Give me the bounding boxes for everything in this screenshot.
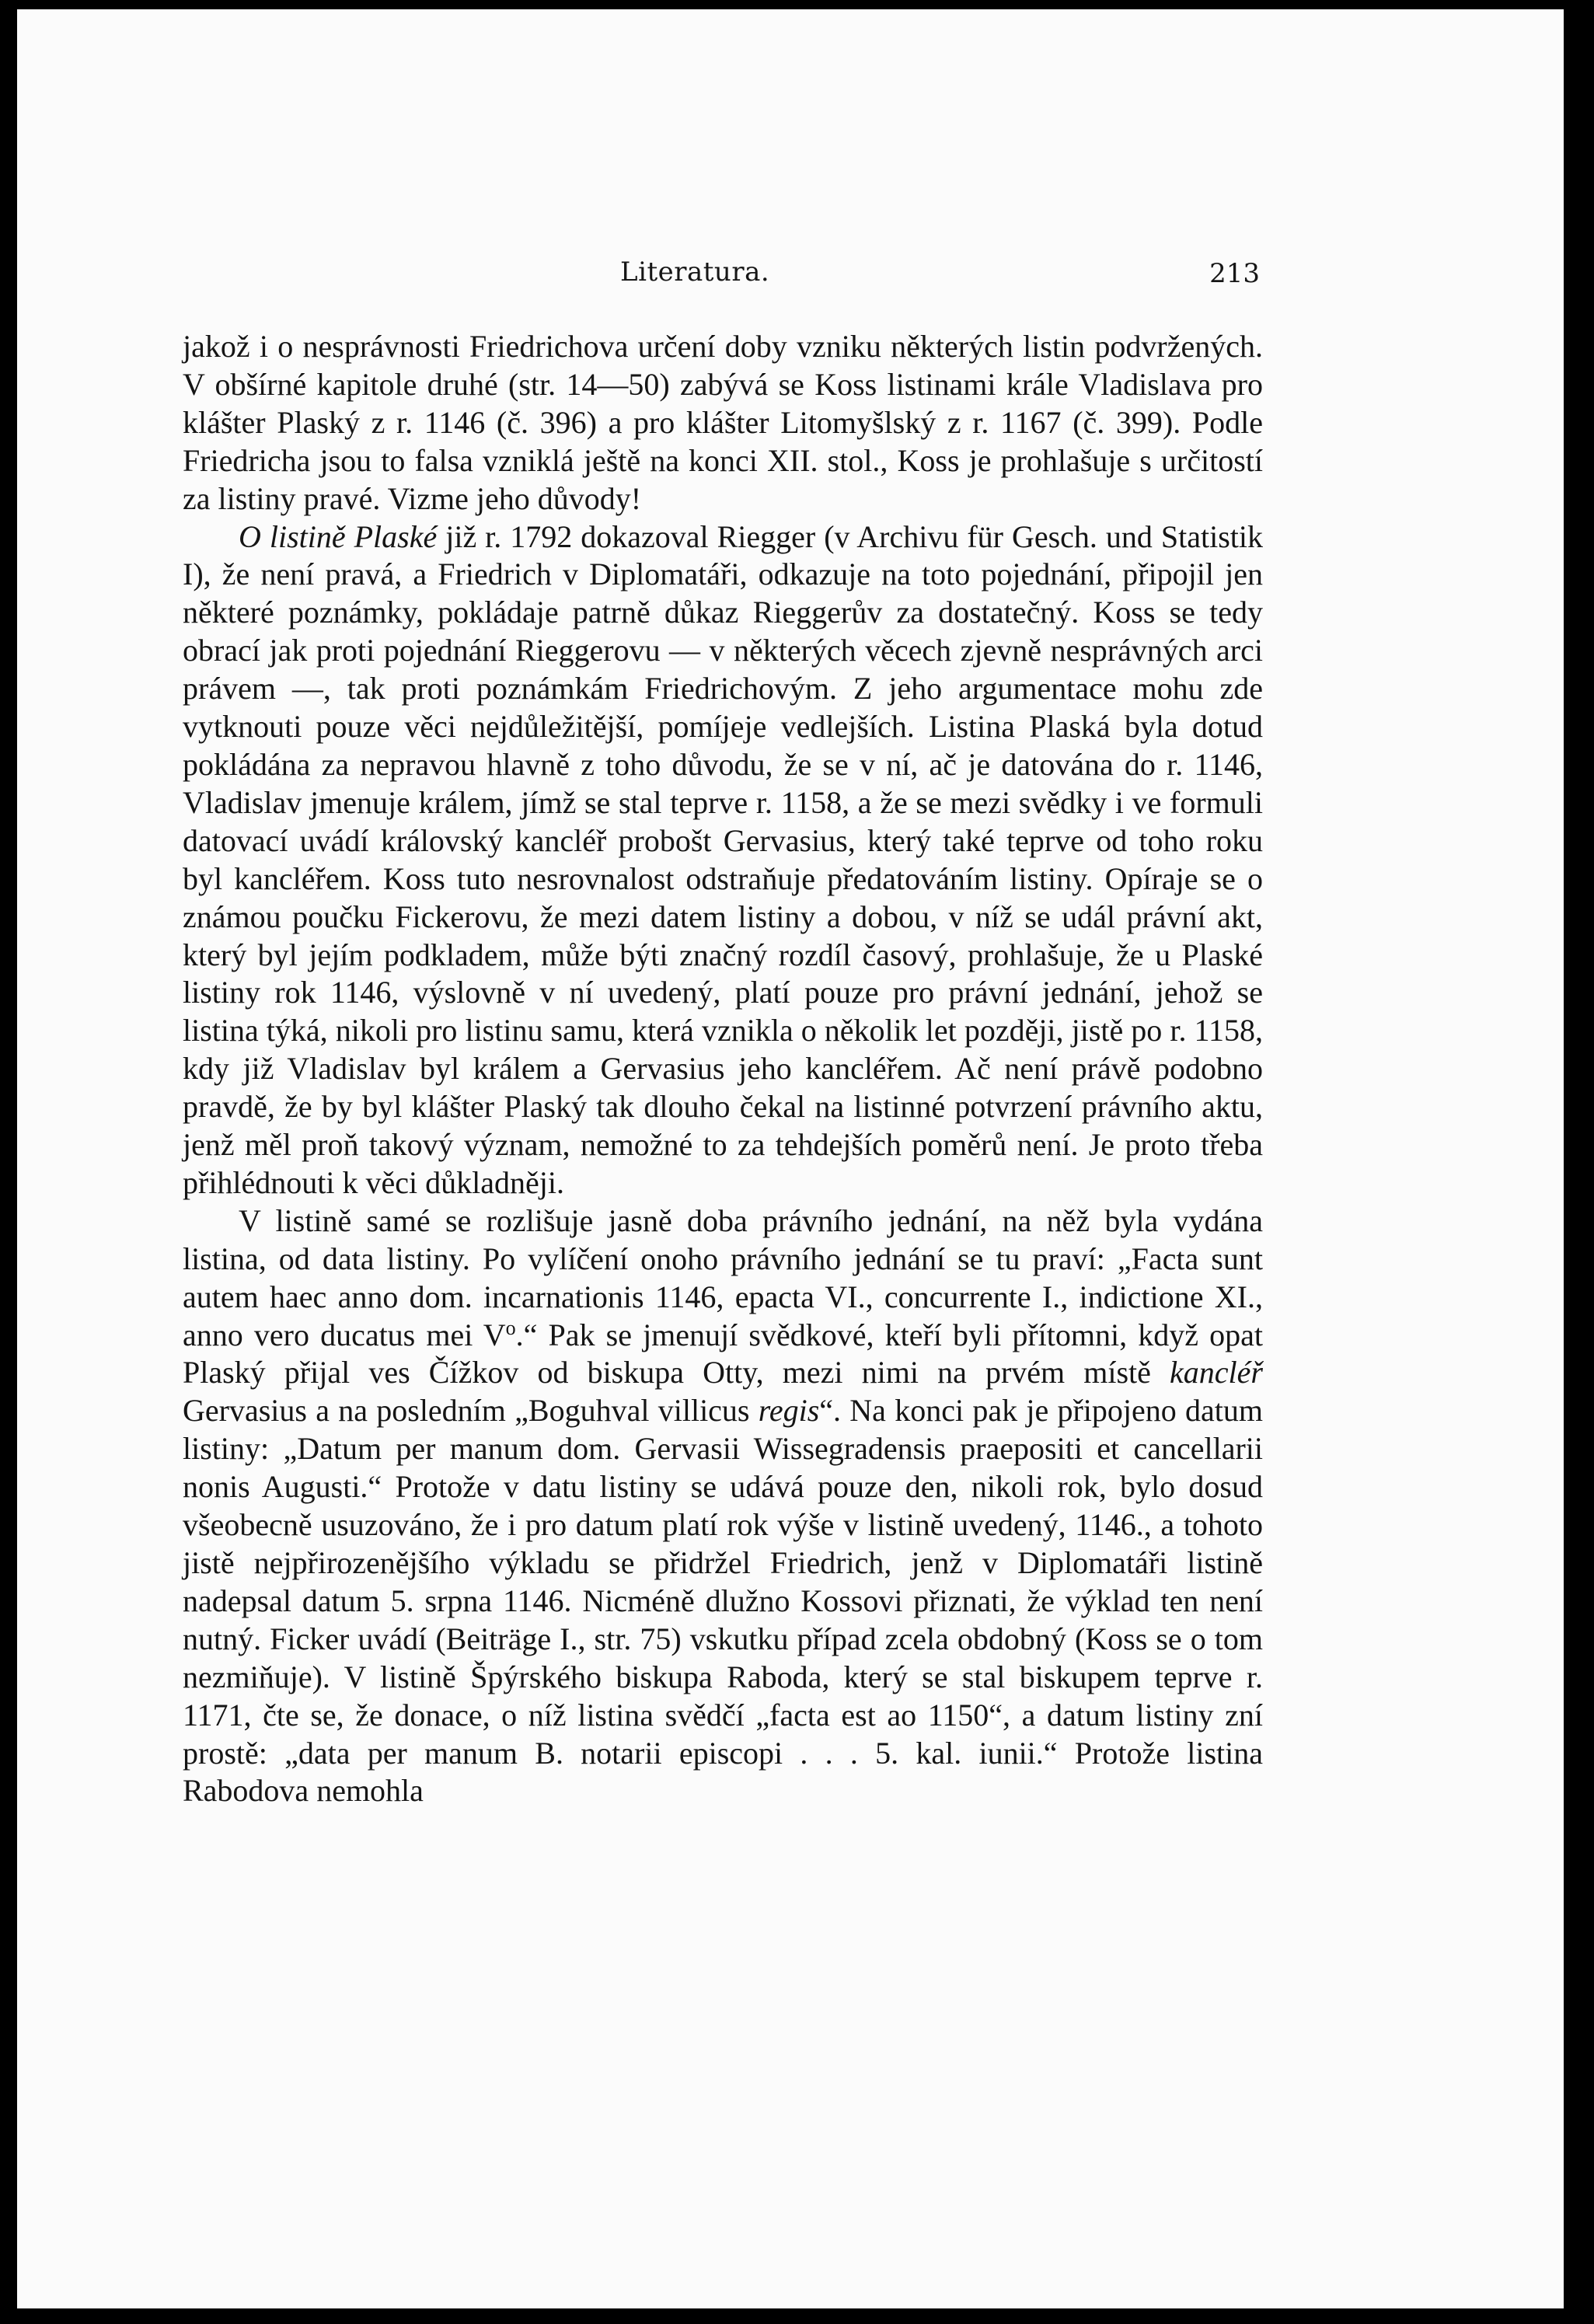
paragraph-3-text-c: Gervasius a na posledním „Boguhval villicus [183, 1393, 759, 1429]
page-header [183, 252, 1263, 291]
paragraph-3-text-b: .“ Pak se jmenují svědkové, kteří byli přítomni, když opat Plaský přijal ves Čížkov od biskupa Otty, mezi nimi na prvém místě [183, 1317, 1263, 1391]
italic-kancler: kancléř [1170, 1355, 1263, 1391]
paragraph-2-text: již r. 1792 dokazoval Riegger (v Archivu für Gesch. und Statistik I), že není pravá, a Friedrich v Diplomatáři, odkazuje na toto pojednání, připojil jen některé poznámky, pokládaje patrně důkaz Rieggerův za dostatečný. Koss se tedy obrací jak proti pojednání Rieggerovu — v některých věcech zjevně nesprávných arci právem —, tak proti poznámkám Friedrichovým. Z jeho argumentace mohu zde vytknouti pouze věci nejdůležitější, pomíjeje vedlejších. Listina Plaská byla dotud pokládána za nepravou hlavně z toho důvodu, že se v ní, ač je datována do r. 1146, Vladislav jmenuje králem, jímž se stal teprve r. 1158, a že se mezi svědky i ve formuli datovací uvádí královský kancléř probošt Gervasius, který také teprve od toho roku byl kancléřem. Koss tuto nesrovnalost odstraňuje předatováním listiny. Opíraje se o známou poučku Fickerovu, že mezi datem listiny a dobou, v níž se udál právní akt, který byl jejím podkladem, může býti značný rozdíl časový, prohlašuje, že u Plaské listiny rok 1146, výslovně v ní uvedený, platí pouze pro právní jednání, jehož se listina týká, nikoli pro listinu samu, která vznikla o několik let později, jistě po r. 1158, kdy již Vladislav byl králem a Gervasius jeho kancléřem. Ač není právě podobno pravdě, že by byl klášter Plaský tak dlouho čekal na listinné potvrzení právního aktu, jenž měl proň takový význam, nemožné to za tehdejších poměrů není. Je proto třeba přihlédnouti k věci důkladněji. [183, 518, 1264, 1200]
paragraph-3-text-a: V listině samé se rozlišuje jasně doba právního jednání, na něž byla vydána listina, od data listiny. Po vylíčení onoho právního jednání se tu praví: „Facta sunt autem haec anno dom. incarnationis 1146, epacta VI., concurrente I., indictione XI., anno vero ducatus mei V [183, 1202, 1263, 1352]
paragraph-1-text: jakož i o nesprávnosti Friedrichova určení doby vzniku některých listin podvržených. V obšírné kapitole druhé (str. 14—50) zabývá se Koss listinami krále Vladislava pro klášter Plaský z r. 1146 (č. 396) a pro klášter Litomyšlský z r. 1167 (č. 399). Podle Friedricha jsou to falsa vzniklá ještě na konci XII. stol., Koss je prohlašuje s určitostí za listiny pravé. Vizme jeho důvody! [183, 329, 1263, 516]
document-page [17, 9, 1564, 2308]
running-title: Literatura. [620, 256, 770, 288]
superscript-o: o [505, 1316, 516, 1339]
paragraph-3-text-d: “. Na konci pak je připojeno datum listiny: „Datum per manum dom. Gervasii Wissegradensis praepositi et cancellarii nonis Augusti.“ Protože v datu listiny se udává pouze den, nikoli rok, bylo dosud všeobecně usuzováno, že i pro datum platí rok výše v listině uvedený, 1146., a tohoto jistě nejpřirozenějšího výkladu se přidržel Friedrich, jenž v Diplomatáři listině nadepsal datum 5. srpna 1146. Nicméně dlužno Kossovi přiznati, že výklad ten není nutný. Ficker uvádí (Beiträge I., str. 75) vskutku případ zcela obdobný (Koss se o tom nezmiňuje). V listině Špýrského biskupa Raboda, který se stal biskupem teprve r. 1171, čte se, že donace, o níž listina svědčí „facta est ao 1150“, a datum listiny zní prostě: „data per manum B. notarii episcopi . . . 5. kal. iunii.“ Protože listina Rabodova nemohla [183, 1393, 1263, 1809]
paragraph-1 [183, 328, 1263, 518]
paragraph-3 [183, 1202, 1263, 1811]
section-lead-italic: O listině Plaské [239, 518, 438, 554]
italic-regis: regis [758, 1393, 820, 1429]
paragraph-2 [183, 518, 1263, 1202]
page-number: 213 [1209, 258, 1260, 289]
body-text [183, 328, 1263, 1810]
